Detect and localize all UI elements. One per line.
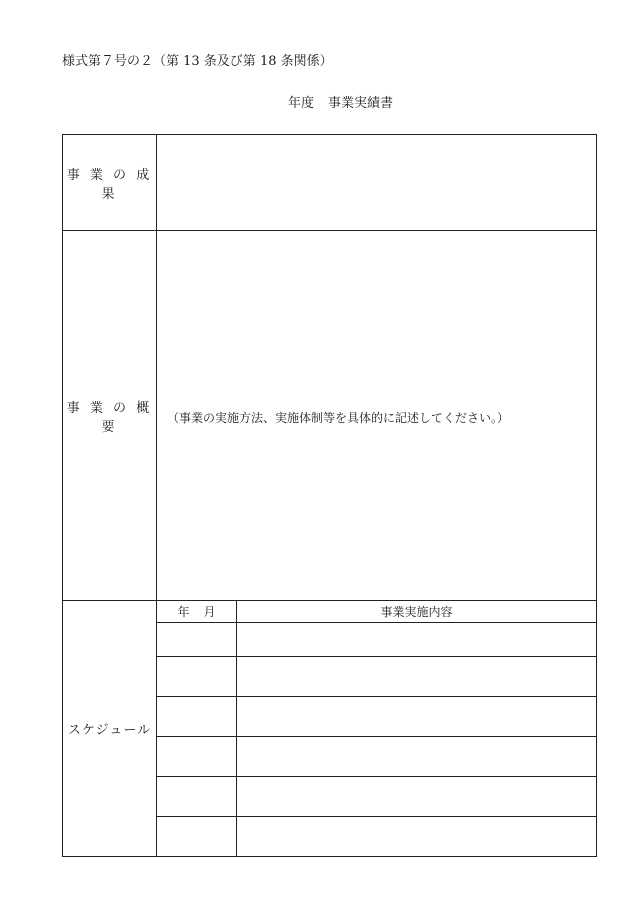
schedule-content-cell[interactable] (237, 697, 597, 737)
title-main: 事業実績書 (328, 96, 394, 111)
schedule-content-cell[interactable] (237, 623, 597, 657)
schedule-label: スケジュール (63, 601, 157, 857)
schedule-header-content: 事業実施内容 (237, 601, 597, 623)
schedule-date-cell[interactable] (157, 737, 237, 777)
form-reference: 様式第７号の２（第 13 条及び第 18 条関係） (62, 54, 333, 69)
schedule-date-cell[interactable] (157, 697, 237, 737)
schedule-date-cell[interactable] (157, 657, 237, 697)
overview-hint: （事業の実施方法、実施体制等を具体的に記述してください。） (167, 410, 510, 425)
schedule-content-cell[interactable] (237, 737, 597, 777)
overview-field[interactable] (157, 231, 597, 601)
schedule-content-cell[interactable] (237, 777, 597, 817)
results-field[interactable] (157, 135, 597, 231)
schedule-content-cell[interactable] (237, 657, 597, 697)
schedule-date-cell[interactable] (157, 623, 237, 657)
overview-label: 事 業 の 概 要 (63, 231, 157, 601)
schedule-header-date (157, 601, 237, 623)
report-table (62, 134, 597, 857)
results-label: 事 業 の 成 果 (63, 135, 157, 231)
overview-row (63, 231, 597, 601)
schedule-date-cell[interactable] (157, 817, 237, 857)
header-month: 月 (203, 605, 216, 619)
results-row (63, 135, 597, 231)
schedule-date-cell[interactable] (157, 777, 237, 817)
document-title (288, 92, 393, 111)
title-year: 年度 (288, 96, 315, 111)
schedule-content-cell[interactable] (237, 817, 597, 857)
header-year: 年 (177, 605, 190, 619)
schedule-header-row (63, 601, 597, 623)
